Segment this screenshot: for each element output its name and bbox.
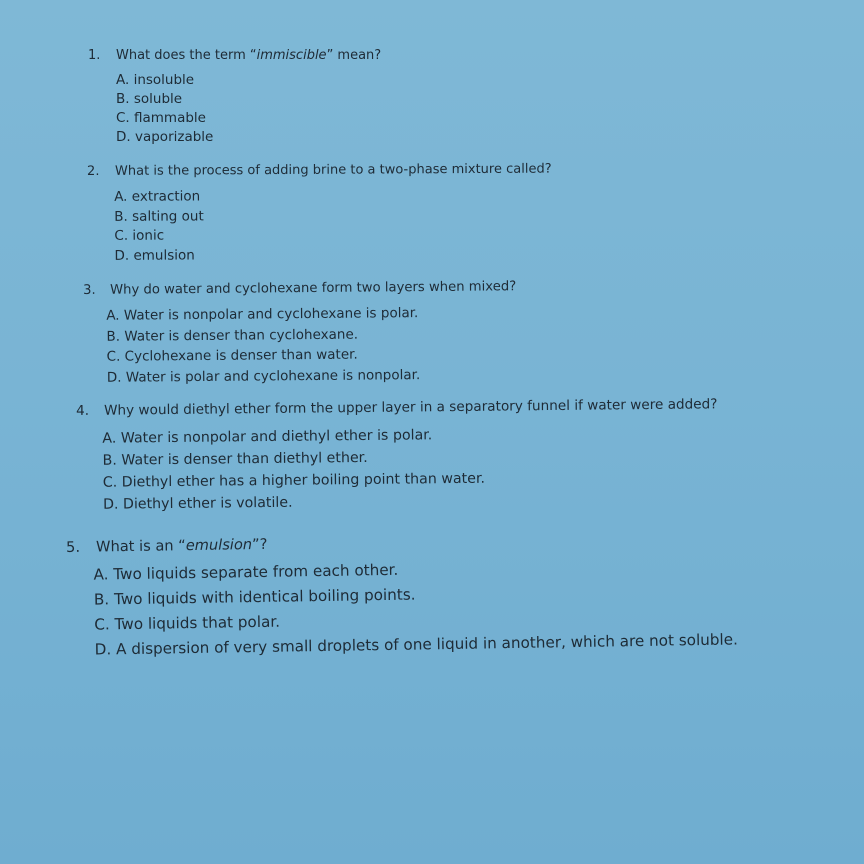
question-text-before: What is an “	[95, 537, 186, 556]
option-c: C. Diethyl ether has a higher boiling point than water.	[102, 470, 486, 491]
question-number: 1.	[88, 48, 101, 63]
option-c: C. Two liquids that polar.	[94, 612, 281, 634]
option-a: A. extraction	[114, 188, 201, 205]
question-text-after: ”?	[251, 535, 268, 554]
question-emphasis: immiscible	[256, 48, 327, 63]
question-number: 2.	[86, 163, 100, 179]
question-text-after: ” mean?	[326, 48, 382, 63]
option-a: A. Two liquids separate from each other.	[93, 560, 399, 584]
question-text	[110, 280, 516, 297]
option-a: A. Water is nonpolar and cyclohexane is polar.	[106, 305, 419, 324]
question-number: 4.	[75, 402, 90, 419]
option-b: B. soluble	[116, 91, 183, 107]
option-c: C. ionic	[114, 227, 165, 244]
question-text-before: Why would diethyl ether form the upper layer in a separatory funnel if water were added?	[103, 396, 718, 419]
option-d: D. Water is polar and cyclohexane is nonpolar.	[106, 366, 421, 386]
question-number: 5.	[65, 538, 81, 556]
option-d: D. emulsion	[114, 246, 195, 264]
question-text	[104, 398, 718, 418]
option-b: B. Water is denser than diethyl ether.	[102, 449, 368, 469]
option-d: D. A dispersion of very small droplets of one liquid in another, which are not soluble.	[94, 630, 739, 659]
answer-options	[114, 190, 204, 268]
question-number: 3.	[82, 282, 96, 298]
option-c: C. flammable	[116, 110, 206, 126]
option-d: D. Diethyl ether is volatile.	[102, 494, 293, 513]
option-a: A. Water is nonpolar and diethyl ether is polar.	[102, 427, 433, 447]
option-a: A. insoluble	[116, 72, 195, 88]
option-b: B. Water is denser than cyclohexane.	[106, 326, 359, 345]
answer-options	[102, 428, 485, 520]
option-d: D. vaporizable	[116, 129, 214, 145]
option-b: B. salting out	[114, 207, 204, 225]
question-text-before: What does the term “	[116, 48, 257, 63]
question-text	[115, 163, 552, 178]
question-text	[116, 49, 381, 62]
question-text-before: What is the process of adding brine to a two-phase mixture called?	[114, 161, 552, 179]
question-emphasis: emulsion	[185, 536, 253, 555]
answer-options	[116, 74, 213, 150]
answer-options	[93, 557, 738, 667]
option-b: B. Two liquids with identical boiling points.	[93, 585, 416, 609]
answer-options	[106, 307, 420, 392]
question-text-before: Why do water and cyclohexane form two layers when mixed?	[109, 279, 517, 298]
option-c: C. Cyclohexane is denser than water.	[106, 346, 358, 365]
question-text	[95, 535, 268, 556]
